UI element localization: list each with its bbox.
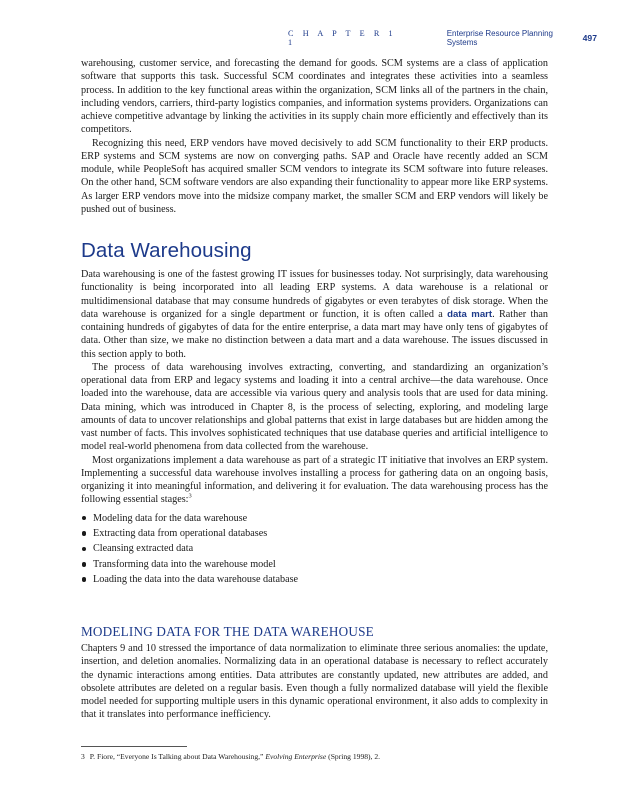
footnote: [81, 752, 551, 762]
list-item: Modeling data for the data warehouse: [81, 512, 548, 525]
list-item: Cleansing extracted data: [81, 542, 548, 555]
list-item: Extracting data from operational databases: [81, 527, 548, 540]
intro-text: [81, 57, 548, 216]
list-item: Loading the data into the data warehouse database: [81, 573, 548, 586]
footnote-text: (Spring 1998), 2.: [326, 752, 381, 761]
paragraph: Chapters 9 and 10 stressed the importance of data normalization to eliminate three serious anomalies: the update, insertion, and deletion anomalies. Normalizing data in an operational database is necessary to reflect accurately the dynamic interactions among entities. Data attributes are constantly updated, new attributes are added, and obsolete attributes are deleted on a regular basis. Even though a fully normalized database will yield the flexible model needed for supporting multiple users in this dynamic operational environment, it also adds to complexity in that it translates into performance inefficiency.: [81, 643, 548, 721]
running-section-title: Enterprise Resource Planning Systems: [446, 29, 553, 47]
footnote-text: P. Fiore, “Everyone Is Talking about Data Warehousing,”: [89, 752, 266, 761]
paragraph: [81, 268, 548, 361]
paragraph-text: Most organizations implement a data warehouse as part of a strategic IT initiative that involves an ERP system. Implementing a successful data warehouse involves installing a process for gathering data on an ongoing basis, organizing it into meaningful information, and delivering it for evaluation. The data warehousing process has the following essential stages:: [81, 454, 548, 506]
paragraph: [81, 454, 548, 507]
stages-list: [81, 512, 548, 587]
chapter-label: C H A P T E R 1 1: [288, 29, 397, 47]
subsection-heading: MODELING DATA FOR THE DATA WAREHOUSE: [81, 624, 374, 639]
paragraph-text: . Rather than containing hundreds of gigabytes of data for the entire enterprise, a data mart may have only tens of gigabytes of data. Other than size, we make no distinction between a data mart and a data warehouse. The issues discussed in this section apply to both.: [81, 308, 549, 360]
footnote-number: 3: [81, 752, 85, 761]
footnote-reference: 3: [188, 492, 192, 500]
paragraph: Recognizing this need, ERP vendors have moved decisively to add SCM functionality to their ERP products. ERP systems and SCM systems are now on converging paths. SAP and Oracle have recently added an SCM module, while PeopleSoft has acquired smaller SCM vendors to integrate its SCM software into future releases. On the other hand, SCM software vendors are also expanding their functionality to appear more like ERP systems. As larger ERP vendors move into the midsize company market, the smaller SCM and ERP vendors will likely be pushed out of business.: [81, 137, 548, 215]
paragraph-text: Data warehousing is one of the fastest growing IT issues for businesses today. Not surprisingly, data warehousing functionality is being incorporated into all leading ERP systems. A data warehouse is a relational or multidimensional database that may consume hundreds of gigabytes or even terabytes of disk storage. When the data warehouse is organized for a single department or function, it is often called a: [81, 269, 548, 320]
key-term: data mart: [447, 308, 493, 320]
list-item: Transforming data into the warehouse model: [81, 558, 548, 571]
footnote-source: Evolving Enterprise: [265, 752, 327, 761]
footnote-divider: [81, 746, 187, 747]
section-body: [81, 268, 548, 588]
running-head: [288, 31, 597, 45]
paragraph: warehousing, customer service, and forecasting the demand for goods. SCM systems are a class of application software that supports this task. Successful SCM coordinates and integrates these activities into a seamless process. In addition to the key functional areas within the organization, SCM links all of the partners in the chain, including vendors, carriers, third-party logistics companies, and information systems providers. Organizations can achieve competitive advantage by linking the activities in its supply chain more efficiently and effectively than its competitors.: [81, 58, 548, 136]
paragraph: The process of data warehousing involves extracting, converting, and standardizing an organization’s operational data from ERP and legacy systems and loading it into a central archive—the data warehouse. Once loaded into the warehouse, data are accessible via various query and analysis tools that are used for data mining. Data mining, which was introduced in Chapter 8, is the process of selecting, exploring, and modeling large amounts of data to uncover relationships and global patterns that exist in large databases but are hidden among the vast number of facts. This involves sophisticated techniques that use database queries and artificial intelligence to model real-world phenomena from data collected from the warehouse.: [81, 361, 548, 453]
page-number: 497: [582, 33, 597, 43]
subsection-body: [81, 642, 548, 722]
section-heading: Data Warehousing: [81, 239, 252, 262]
